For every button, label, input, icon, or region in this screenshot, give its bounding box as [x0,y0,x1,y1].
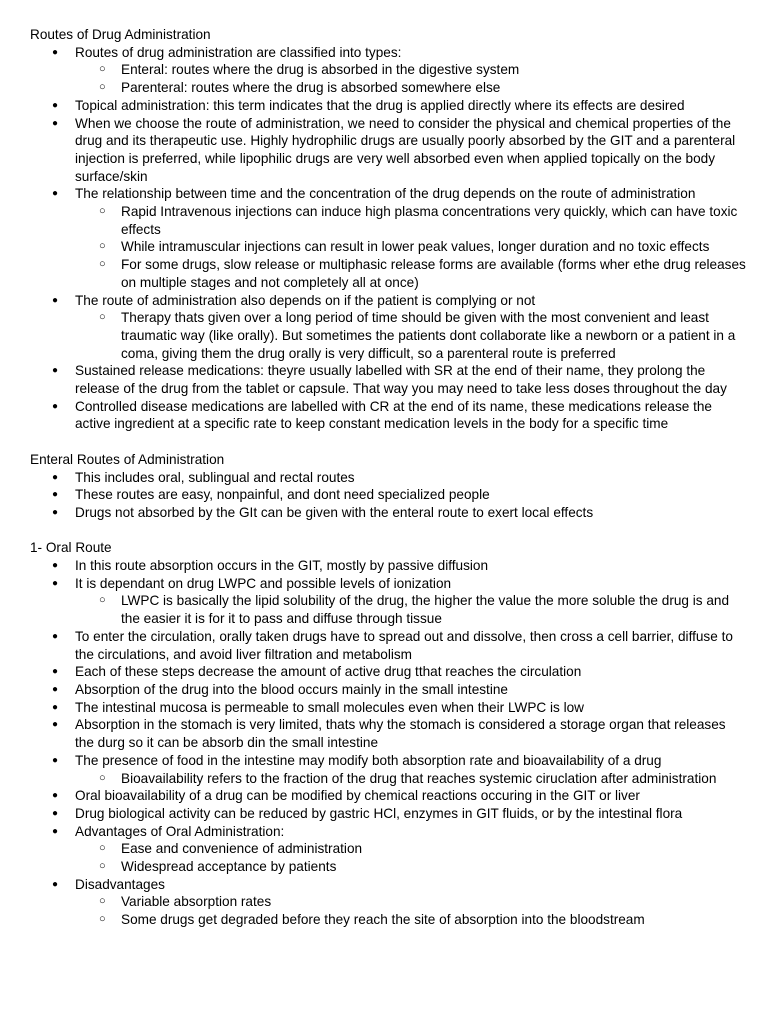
list-item-text: To enter the circulation, orally taken drugs have to spread out and dissolve, then cross a cell barrier, diffuse to the circulations, and avoid liver filtration and metabolism [75,628,733,662]
list-item [30,787,748,805]
sub-list-item: ○ Rapid Intravenous injections can induce high plasma concentrations very quickly, which can have toxic effects [30,203,748,238]
list-item-text: Each of these steps decrease the amount of active drug tthat reaches the circulation [75,664,582,680]
list-item [30,699,748,717]
list-item [30,486,748,504]
section-spacer [30,522,748,540]
list-item [30,469,748,487]
list-item [30,115,748,186]
sub-list-item: ○ For some drugs, slow release or multiphasic release forms are available (forms wher ethe drug releases on multiple stages and not completely all at once) [30,256,748,291]
section-heading: 1- Oral Route [30,540,112,556]
list-item-text: The route of administration also depends on if the patient is complying or not [75,292,536,308]
bullet-list [30,469,748,522]
section-spacer [30,433,748,451]
list-item-text: In this route absorption occurs in the GIT, mostly by passive diffusion [75,558,489,574]
bullet-list [30,44,748,433]
list-item [30,97,748,115]
list-item-text: Sustained release medications: theyre usually labelled with SR at the end of their name, they prolong the release of the drug from the tablet or capsule. That way you may need to take less doses throughout the day [75,363,727,397]
list-item-text: Controlled disease medications are labelled with CR at the end of its name, these medications release the active ingredient at a specific rate to keep constant medication levels in the body for a specific time [75,398,712,432]
list-item-text: Oral bioavailability of a drug can be modified by chemical reactions occuring in the GIT or liver [75,788,640,804]
list-item-text: Routes of drug administration are classified into types: [75,44,402,60]
sub-list-item: ○ While intramuscular injections can result in lower peak values, longer duration and no toxic effects [30,238,748,256]
list-item [30,716,748,751]
list-item-text: Absorption in the stomach is very limited, thats why the stomach is considered a storage organ that releases the durg so it can be absorb din the small intestine [75,717,726,751]
list-item-text: These routes are easy, nonpainful, and dont need specialized people [75,487,490,503]
list-item-text: Advantages of Oral Administration: [75,823,285,839]
list-item-text: Absorption of the drug into the blood occurs mainly in the small intestine [75,681,508,697]
sub-list-item: ○ Some drugs get degraded before they reach the site of absorption into the bloodstream [30,911,748,929]
list-item [30,752,748,787]
list-item [30,504,748,522]
sub-list [75,61,748,96]
sub-list-item: ○ Parenteral: routes where the drug is absorbed somewhere else [30,79,748,97]
list-item [30,398,748,433]
list-item-text: Drug biological activity can be reduced by gastric HCl, enzymes in GIT fluids, or by the intestinal flora [75,805,683,821]
bullet-list [30,557,748,929]
sub-list-item: ○ Variable absorption rates [30,893,748,911]
list-item [30,292,748,363]
sub-list-item: ○ LWPC is basically the lipid solubility of the drug, the higher the value the more soluble the drug is and the easier it is for it to pass and diffuse through tissue [30,592,748,627]
list-item [30,185,748,291]
list-item-text: Topical administration: this term indicates that the drug is applied directly where its effects are desired [75,97,685,113]
sub-list [75,592,748,627]
list-item [30,823,748,876]
list-item [30,876,748,929]
list-item [30,681,748,699]
sub-list [75,840,748,875]
sub-list [75,203,748,292]
list-item [30,575,748,628]
sub-list-item: ○ Ease and convenience of administration [30,840,748,858]
sub-list-item: ○ Widespread acceptance by patients [30,858,748,876]
section-heading: Routes of Drug Administration [30,27,211,42]
list-item-text: The relationship between time and the concentration of the drug depends on the route of administration [75,186,696,202]
sub-list [75,893,748,928]
list-item-text: When we choose the route of administration, we need to consider the physical and chemical properties of the drug and its therapeutic use. Highly hydrophilic drugs are usually poorly absorbed by the GIT and a parenteral injection is preferred, while lipophilic drugs are very well absorbed even when applied topically on the body surface/skin [75,115,736,184]
list-item [30,805,748,823]
list-item [30,44,748,97]
list-item [30,628,748,663]
sub-list [75,770,748,788]
section-heading: Enteral Routes of Administration [30,451,225,467]
list-item-text: It is dependant on drug LWPC and possible levels of ionization [75,575,452,591]
list-item-text: This includes oral, sublingual and rectal routes [75,469,355,485]
sub-list [75,309,748,362]
list-item [30,663,748,681]
list-item-text: Drugs not absorbed by the GIt can be given with the enteral route to exert local effects [75,504,594,520]
sub-list-item: ○ Bioavailability refers to the fraction of the drug that reaches systemic ciruclation after administration [30,770,748,788]
sub-list-item: ○ Enteral: routes where the drug is absorbed in the digestive system [30,61,748,79]
list-item [30,362,748,397]
list-item-text: The intestinal mucosa is permeable to small molecules even when their LWPC is low [75,699,584,715]
sub-list-item: ○ Therapy thats given over a long period of time should be given with the most convenient and least traumatic way (like orally). But sometimes the patients dont collaborate like a newborn or a patient in a coma, giving them the drug orally is very difficult, so a parenteral route is preferred [30,309,748,362]
list-item-text: Disadvantages [75,876,165,892]
list-item-text: The presence of food in the intestine may modify both absorption rate and bioavailability of a drug [75,752,662,768]
list-item [30,557,748,575]
